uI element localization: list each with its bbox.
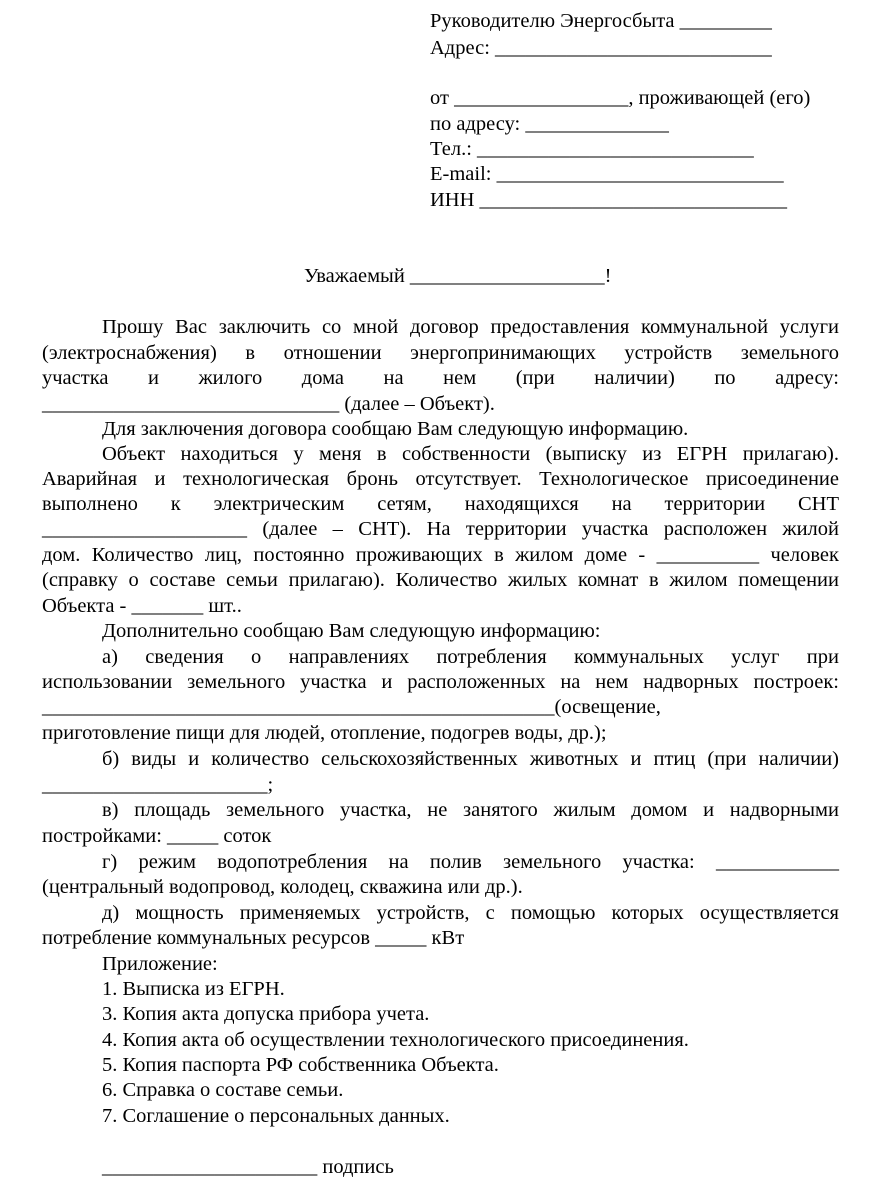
attachment-item: 5. Копия паспорта РФ собственника Объекта.	[102, 1054, 499, 1076]
item-d-line-1: г) режим водопотребления на полив земельного участка: ____________	[102, 851, 839, 873]
paragraph-request-line-2: (электроснабжения) в отношении энергопринимающих устройств земельного	[42, 342, 839, 364]
item-b-line-1: б) виды и количество сельскохозяйственных животных и птиц (при наличии)	[102, 748, 839, 770]
attachment-item: 1. Выписка из ЕГРН.	[102, 978, 285, 1000]
address-line: Адрес: ___________________________	[430, 37, 772, 59]
paragraph-info-intro: Для заключения договора сообщаю Вам следующую информацию.	[102, 418, 689, 440]
item-e-line-1: д) мощность применяемых устройств, с помощью которых осуществляется	[102, 902, 839, 924]
signature-line: _____________________ подпись	[102, 1156, 394, 1178]
item-c-line-2: постройками: _____ соток	[42, 825, 272, 847]
addressee-line: Руководителю Энергосбыта _________	[430, 10, 772, 32]
item-c-line-1: в) площадь земельного участка, не занятого жилым домом и надворными	[102, 799, 839, 821]
item-a-line-1: а) сведения о направлениях потребления коммунальных услуг при	[102, 646, 839, 668]
paragraph-request-line-1: Прошу Вас заключить со мной договор предоставления коммунальной услуги	[102, 316, 839, 338]
paragraph-ownership-line-1: Объект находиться у меня в собственности (выписку из ЕГРН прилагаю).	[102, 443, 839, 465]
item-a-line-2: использовании земельного участка и расположенных на нем надворных построек:	[42, 671, 839, 693]
item-b-line-2: ______________________;	[42, 774, 274, 796]
from-line: от _________________, проживающей (его)	[430, 87, 811, 109]
email-line: E-mail: ____________________________	[430, 163, 784, 185]
attachment-item: 3. Копия акта допуска прибора учета.	[102, 1003, 430, 1025]
salutation: Уважаемый ___________________!	[304, 265, 612, 287]
paragraph-request-line-3: участка и жилого дома на нем (при наличии) по адресу:	[42, 367, 839, 389]
paragraph-request-line-4: _____________________________ (далее – Объект).	[42, 393, 495, 415]
attachment-item: 4. Копия акта об осуществлении технологического присоединения.	[102, 1029, 689, 1051]
paragraph-ownership-line-5: дом. Количество лиц, постоянно проживающих в жилом доме - __________ человек	[42, 544, 839, 566]
phone-line: Тел.: ___________________________	[430, 138, 754, 160]
paragraph-ownership-line-7: Объекта - _______ шт..	[42, 595, 242, 617]
item-e-line-2: потребление коммунальных ресурсов _____ кВт	[42, 927, 465, 949]
item-d-line-2: (центральный водопровод, колодец, скважина или др.).	[42, 876, 523, 898]
item-a-line-4: приготовление пищи для людей, отопление, подогрев воды, др.);	[42, 722, 607, 744]
attachment-item: 6. Справка о составе семьи.	[102, 1079, 344, 1101]
paragraph-additional-intro: Дополнительно сообщаю Вам следующую информацию:	[102, 620, 601, 642]
inn-line: ИНН ______________________________	[430, 189, 788, 211]
attachment-item: 7. Соглашение о персональных данных.	[102, 1105, 450, 1127]
paragraph-ownership-line-3: выполнено к электрическим сетям, находящихся на территории СНТ	[42, 493, 839, 515]
paragraph-ownership-line-6: (справку о составе семьи прилагаю). Количество жилых комнат в жилом помещении	[42, 569, 839, 591]
paragraph-ownership-line-4: ____________________ (далее – СНТ). На территории участка расположен жилой	[42, 518, 839, 540]
paragraph-ownership-line-2: Аварийная и технологическая бронь отсутствует. Технологическое присоединение	[42, 468, 839, 490]
residence-line: по адресу: ______________	[430, 113, 669, 135]
attachments-title: Приложение:	[102, 953, 218, 975]
item-a-line-3: __________________________________________________(освещение,	[42, 696, 661, 718]
